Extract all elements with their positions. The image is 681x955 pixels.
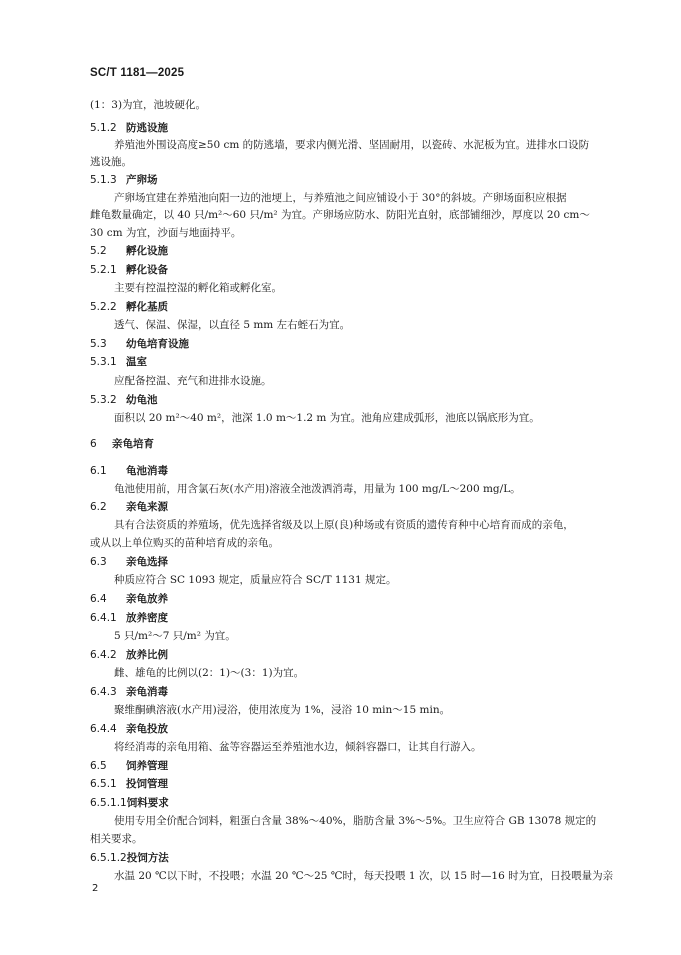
paragraph-line: 养殖池外围设高度≥50 cm 的防逃墙，要求内侧光滑、坚固耐用，以瓷砖、水泥板为宜。进排水口设防	[114, 139, 590, 151]
section-title: 饲料要求	[126, 797, 169, 809]
paragraph-line: 相关要求。	[90, 833, 143, 845]
section-number: 6	[90, 438, 97, 450]
section-number: 6.5.1	[90, 778, 117, 790]
section-title: 投饲管理	[126, 778, 168, 790]
section-heading	[90, 685, 168, 699]
section-title: 龟池消毒	[126, 465, 168, 477]
paragraph-line: 水温 20 ℃以下时，不投喂；水温 20 ℃～25 ℃时，每天投喂 1 次，以 15 时—16 时为宜，日投喂量为亲	[114, 870, 614, 882]
section-heading	[90, 173, 158, 187]
section-title: 孵化设备	[126, 264, 168, 276]
section-number: 6.3	[90, 556, 107, 568]
section-heading	[90, 464, 168, 478]
paragraph-line: 5 只/m²～7 只/m² 为宜。	[114, 630, 236, 642]
section-title: 亲龟选择	[126, 556, 168, 568]
section-title: 幼龟培育设施	[126, 338, 189, 350]
section-heading	[90, 121, 168, 135]
section-heading	[90, 337, 189, 351]
paragraph-line: 雌、雄龟的比例以(2：1)～(3：1)为宜。	[114, 667, 305, 679]
paragraph-line: 逃设施。	[90, 156, 132, 168]
section-number: 6.5	[90, 760, 107, 772]
section-title: 温室	[126, 356, 147, 368]
section-title: 亲龟培育	[112, 438, 154, 450]
section-number: 5.1.3	[90, 174, 117, 186]
section-heading	[90, 437, 154, 451]
section-number: 5.2	[90, 245, 107, 257]
section-title: 亲龟来源	[126, 501, 168, 513]
section-heading	[90, 777, 168, 791]
section-title: 投饲方法	[126, 852, 169, 864]
paragraph-line: 雌龟数量确定，以 40 只/m²～60 只/m² 为宜。产卵场应防水、防阳光直射，底部铺细沙，厚度以 20 cm～	[90, 209, 590, 221]
section-title: 防逃设施	[126, 122, 168, 134]
section-title: 孵化基质	[126, 301, 168, 313]
section-heading	[90, 500, 168, 514]
section-title: 幼龟池	[126, 394, 158, 406]
section-heading	[90, 355, 147, 369]
section-number: 6.2	[90, 501, 107, 513]
paragraph-line: 应配备控温、充气和进排水设施。	[114, 375, 272, 387]
section-heading	[90, 263, 168, 277]
section-heading	[90, 648, 168, 662]
paragraph-line: 面积以 20 m²～40 m²，池深 1.0 m～1.2 m 为宜。池角应建成弧形，池底以锅底形为宜。	[114, 412, 540, 424]
section-number: 5.2.1	[90, 264, 117, 276]
standard-code-header: SC/T 1181—2025	[90, 67, 185, 79]
paragraph-line: 主要有控温控湿的孵化箱或孵化室。	[114, 282, 282, 294]
section-number: 6.4	[90, 593, 107, 605]
section-number: 5.3.1	[90, 356, 117, 368]
section-heading	[90, 393, 158, 407]
page-number: 2	[92, 883, 99, 894]
paragraph-line: 龟池使用前，用含氯石灰(水产用)溶液全池泼洒消毒，用量为 100 mg/L～200 mg/L。	[114, 483, 521, 495]
section-number: 6.5.1.1	[90, 797, 127, 809]
section-title: 放养比例	[126, 649, 168, 661]
paragraph-line: 30 cm 为宜，沙面与地面持平。	[90, 227, 242, 239]
section-heading	[90, 300, 168, 314]
paragraph-line: 或从以上单位购买的苗种培育成的亲龟。	[90, 537, 279, 549]
section-heading	[90, 611, 168, 625]
section-heading	[90, 244, 168, 258]
section-number: 6.4.2	[90, 649, 117, 661]
section-title: 亲龟放养	[126, 593, 168, 605]
section-number: 6.5.1.2	[90, 852, 127, 864]
section-heading	[90, 555, 168, 569]
paragraph-line: 将经消毒的亲龟用箱、盆等容器运至养殖池水边，倾斜容器口，让其自行游入。	[114, 741, 482, 753]
section-title: 亲龟投放	[126, 723, 168, 735]
section-number: 6.4.1	[90, 612, 117, 624]
paragraph-line: 种质应符合 SC 1093 规定，质量应符合 SC/T 1131 规定。	[114, 574, 397, 586]
section-number: 5.1.2	[90, 122, 117, 134]
section-heading	[90, 592, 168, 606]
section-heading	[90, 796, 169, 810]
section-title: 放养密度	[126, 612, 168, 624]
section-heading	[90, 722, 168, 736]
paragraph-line: (1：3)为宜，池坡硬化。	[90, 99, 207, 111]
section-number: 6.4.4	[90, 723, 117, 735]
section-title: 孵化设施	[126, 245, 168, 257]
section-heading	[90, 759, 168, 773]
section-number: 5.3	[90, 338, 107, 350]
section-number: 5.3.2	[90, 394, 117, 406]
paragraph-line: 具有合法资质的养殖场，优先选择省级及以上原(良)种场或有资质的遗传育种中心培育而成的亲龟，	[114, 519, 574, 531]
paragraph-line: 产卵场宜建在养殖池向阳一边的池埂上，与养殖池之间应铺设小于 30°的斜坡。产卵场面积应根据	[114, 192, 567, 204]
section-heading	[90, 851, 169, 865]
paragraph-line: 透气、保温、保湿，以直径 5 mm 左右蛭石为宜。	[114, 319, 351, 331]
paragraph-line: 聚维酮碘溶液(水产用)浸浴，使用浓度为 1%，浸浴 10 min～15 min。	[114, 704, 451, 716]
section-title: 产卵场	[126, 174, 158, 186]
section-number: 5.2.2	[90, 301, 117, 313]
section-number: 6.1	[90, 465, 107, 477]
section-title: 饲养管理	[126, 760, 168, 772]
paragraph-line: 使用专用全价配合饲料，粗蛋白含量 38%～40%，脂肪含量 3%～5%。卫生应符合 GB 13078 规定的	[114, 815, 597, 827]
section-title: 亲龟消毒	[126, 686, 168, 698]
section-number: 6.4.3	[90, 686, 117, 698]
